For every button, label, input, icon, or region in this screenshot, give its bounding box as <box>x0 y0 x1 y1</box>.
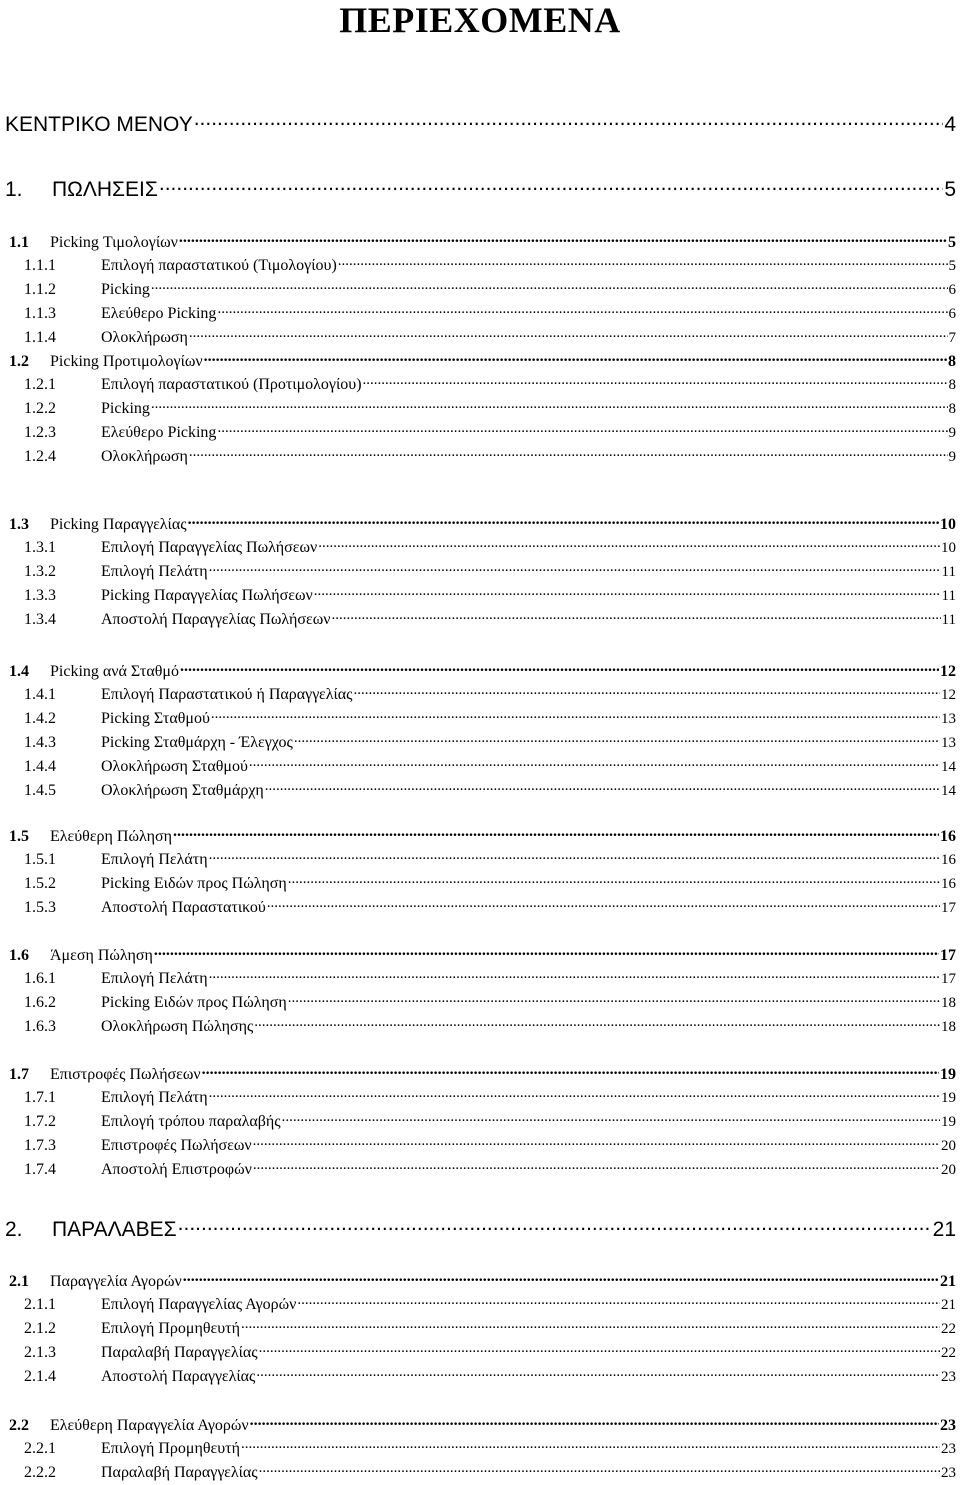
toc-entry[interactable] <box>0 1215 960 1242</box>
dot-leader <box>179 231 947 247</box>
toc-entry-number: 1.4.5 <box>24 782 56 799</box>
toc-entry-page-number: 17 <box>941 900 956 916</box>
dot-leader <box>173 825 939 841</box>
toc-entry-number: 2.2.2 <box>24 1464 56 1481</box>
toc-entry-label: Επιλογή Προμηθευτή <box>101 1440 240 1457</box>
toc-entry-label: Επιλογή Παραγγελίας Πωλήσεων <box>101 539 318 556</box>
dot-leader <box>288 873 940 888</box>
toc-entry-number: 2.2.1 <box>24 1440 56 1457</box>
dot-leader <box>151 398 948 413</box>
toc-entry[interactable] <box>0 708 960 728</box>
toc-entry-number: 1.1.1 <box>24 257 56 274</box>
toc-entry[interactable] <box>0 1087 960 1107</box>
dot-leader <box>249 756 940 771</box>
toc-entry[interactable] <box>0 1294 960 1314</box>
toc-entry-page-number: 8 <box>948 401 956 417</box>
toc-entry[interactable] <box>0 1135 960 1155</box>
toc-entry[interactable] <box>0 585 960 605</box>
toc-entry-label: ΚΕΝΤΡΙΚΟ ΜΕΝΟΥ <box>5 113 193 136</box>
toc-entry-label: Picking Σταθμάρχη - Έλεγχος <box>101 734 293 751</box>
toc-entry-page-number: 11 <box>941 564 956 580</box>
toc-entry-label: Αποστολή Παραστατικού <box>101 899 266 916</box>
toc-entry[interactable] <box>0 756 960 776</box>
toc-entry-label: Picking <box>101 400 150 417</box>
toc-entry-page-number: 5 <box>948 234 956 251</box>
toc-entry-number: 2.1.2 <box>24 1320 56 1337</box>
toc-entry[interactable] <box>0 873 960 893</box>
toc-entry[interactable] <box>0 422 960 442</box>
toc-entry-number: 1.6.3 <box>24 1018 56 1035</box>
toc-entry-number: 1.3 <box>9 516 29 533</box>
toc-entry[interactable] <box>0 255 960 275</box>
toc-entry[interactable] <box>0 513 960 534</box>
toc-entry-number: 1.6.2 <box>24 994 56 1011</box>
dot-leader <box>241 1318 940 1333</box>
toc-entry-page-number: 5 <box>948 258 956 274</box>
dot-leader <box>183 1270 939 1286</box>
toc-entry-number: 1.7.3 <box>24 1137 56 1154</box>
toc-entry[interactable] <box>0 968 960 988</box>
dot-leader <box>253 1159 940 1174</box>
toc-entry-page-number: 14 <box>941 759 956 775</box>
dot-leader <box>363 374 948 389</box>
toc-entry-page-number: 18 <box>941 1019 956 1035</box>
toc-entry-label: Picking Παραγγελίας Πωλήσεων <box>101 587 313 604</box>
toc-entry[interactable] <box>0 561 960 581</box>
toc-entry-page-number: 10 <box>941 540 956 556</box>
toc-entry[interactable] <box>0 992 960 1012</box>
toc-entry-page-number: 16 <box>941 852 956 868</box>
toc-entry-label: Επιλογή παραστατικού (Τιμολογίου) <box>101 257 337 274</box>
toc-entry-page-number: 12 <box>940 663 956 680</box>
toc-entry-page-number: 23 <box>941 1369 956 1385</box>
toc-entry-label: Ολοκλήρωση <box>101 448 188 465</box>
toc-entry-page-number: 19 <box>941 1114 956 1130</box>
toc-entry-label: Picking Ειδών προς Πώληση <box>101 875 287 892</box>
toc-entry-label: Ελεύθερη Πώληση <box>50 828 172 845</box>
dot-leader <box>189 327 948 342</box>
dot-leader <box>154 944 939 960</box>
dot-leader <box>217 422 947 437</box>
toc-entry-page-number: 20 <box>941 1138 956 1154</box>
toc-entry-label: Picking Προτιμολογίων <box>50 353 203 370</box>
toc-entry-number: 1.1.3 <box>24 305 56 322</box>
toc-entry-page-number: 6 <box>948 282 956 298</box>
toc-entry-page-number: 10 <box>940 516 956 533</box>
toc-entry-label: Ελεύθερη Παραγγελία Αγορών <box>50 1417 249 1434</box>
toc-entry-page-number: 6 <box>948 306 956 322</box>
toc-entry-number: 1.5 <box>9 828 29 845</box>
toc-entry-label: Ολοκλήρωση <box>101 329 188 346</box>
toc-entry-number: 2.1.1 <box>24 1296 56 1313</box>
dot-leader <box>294 732 940 747</box>
toc-entry-number: 1.3.3 <box>24 587 56 604</box>
toc-entry-number: 1.7.1 <box>24 1089 56 1106</box>
dot-leader <box>188 513 939 529</box>
toc-entry-page-number: 20 <box>941 1162 956 1178</box>
toc-entry-label: Αποστολή Επιστροφών <box>101 1161 252 1178</box>
toc-entry-page-number: 21 <box>941 1297 956 1313</box>
toc-entry-page-number: 12 <box>941 687 956 703</box>
dot-leader <box>297 1294 940 1309</box>
toc-entry-page-number: 23 <box>941 1465 956 1481</box>
toc-entry-page-number: 19 <box>941 1090 956 1106</box>
toc-entry-page-number: 23 <box>940 1417 956 1434</box>
toc-entry-page-number: 16 <box>940 828 956 845</box>
page-title: ΠΕΡΙΕΧΟΜΕΝΑ <box>339 0 621 40</box>
toc-entry-number: 1.4.1 <box>24 686 56 703</box>
toc-entry-page-number: 17 <box>941 971 956 987</box>
toc-entry[interactable] <box>0 1414 960 1435</box>
toc-entry[interactable] <box>0 279 960 299</box>
toc-entry-number: 1.4.2 <box>24 710 56 727</box>
toc-entry[interactable] <box>0 609 960 629</box>
toc-entry-number: 1.1 <box>9 234 29 251</box>
toc-entry-number: 1.3.4 <box>24 611 56 628</box>
toc-entry-page-number: 11 <box>941 612 956 628</box>
dot-leader <box>256 1366 940 1381</box>
toc-entry[interactable] <box>0 374 960 394</box>
toc-entry-label: Επιλογή Πελάτη <box>101 563 208 580</box>
dot-leader <box>288 992 940 1007</box>
toc-entry-label: ΠΑΡΑΛΑΒΕΣ <box>52 1218 177 1241</box>
dot-leader <box>253 1135 940 1150</box>
toc-entry-label: Επιλογή Πελάτη <box>101 851 208 868</box>
toc-entry-number: 1.2.1 <box>24 376 56 393</box>
toc-entry-label: Επιλογή Παραστατικού ή Παραγγελίας <box>101 686 353 703</box>
toc-entry-page-number: 13 <box>941 711 956 727</box>
toc-entry-page-number: 21 <box>932 1218 956 1241</box>
toc-entry[interactable] <box>0 849 960 869</box>
dot-leader <box>314 585 941 600</box>
toc-entry-page-number: 13 <box>941 735 956 751</box>
toc-entry-label: Επιστροφές Πωλήσεων <box>101 1137 252 1154</box>
dot-leader <box>332 609 941 624</box>
dot-leader <box>241 1438 940 1453</box>
dot-leader <box>151 279 948 294</box>
toc-entry[interactable] <box>0 175 960 202</box>
toc-entry-page-number: 21 <box>940 1273 956 1290</box>
toc-entry-number: 1.2.3 <box>24 424 56 441</box>
dot-leader <box>250 1414 939 1430</box>
toc-entry[interactable] <box>0 1318 960 1338</box>
toc-entry[interactable] <box>0 327 960 347</box>
dot-leader <box>194 110 944 131</box>
dot-leader <box>202 1063 939 1079</box>
toc-entry-label: Ολοκλήρωση Πώλησης <box>101 1018 254 1035</box>
toc-entry[interactable] <box>0 944 960 965</box>
toc-entry-label: Ολοκλήρωση Σταθμού <box>101 758 248 775</box>
toc-entry-number: 1.3.1 <box>24 539 56 556</box>
dot-leader <box>180 660 939 676</box>
toc-entry[interactable] <box>0 1111 960 1131</box>
toc-entry-label: Επιστροφές Πωλήσεων <box>50 1066 201 1083</box>
toc-entry-number: 2.2 <box>9 1417 29 1434</box>
toc-entry[interactable] <box>0 780 960 800</box>
toc-entry-number: 1.5.1 <box>24 851 56 868</box>
toc-entry-number: 1.7.2 <box>24 1113 56 1130</box>
toc-entry-label: Επιλογή Πελάτη <box>101 970 208 987</box>
dot-leader <box>209 849 940 864</box>
toc-entry-number: 1.6.1 <box>24 970 56 987</box>
dot-leader <box>354 684 941 699</box>
toc-entry-label: Picking Τιμολογίων <box>50 234 178 251</box>
dot-leader <box>254 1016 940 1031</box>
toc-entry-label: Ελεύθερο Picking <box>101 424 217 441</box>
dot-leader <box>209 561 941 576</box>
dot-leader <box>189 446 948 461</box>
dot-leader <box>259 1462 940 1477</box>
toc-entry-number: 1.7 <box>9 1066 29 1083</box>
toc-entry[interactable] <box>0 1438 960 1458</box>
dot-leader <box>178 1215 932 1236</box>
toc-entry-label: Παραλαβή Παραγγελίας <box>101 1464 258 1481</box>
toc-entry-label: ΠΩΛΗΣΕΙΣ <box>52 178 158 201</box>
toc-entry-page-number: 16 <box>941 876 956 892</box>
toc-entry-page-number: 23 <box>941 1441 956 1457</box>
dot-leader <box>265 780 940 795</box>
toc-entry-number: 1.2.4 <box>24 448 56 465</box>
toc-entry-label: Παραγγελία Αγορών <box>50 1273 182 1290</box>
dot-leader <box>282 1111 940 1126</box>
toc-entry-label: Επιλογή τρόπου παραλαβής <box>101 1113 281 1130</box>
toc-entry-number: 2.1 <box>9 1273 29 1290</box>
toc-entry-label: Επιλογή Προμηθευτή <box>101 1320 240 1337</box>
toc-entry-label: Επιλογή Πελάτη <box>101 1089 208 1106</box>
toc-entry-label: Picking ανά Σταθμό <box>50 663 179 680</box>
toc-entry[interactable] <box>0 1063 960 1084</box>
toc-entry-number: 1.7.4 <box>24 1161 56 1178</box>
toc-entry[interactable] <box>0 1270 960 1291</box>
dot-leader <box>159 175 943 196</box>
toc-entry-number: 1.5.2 <box>24 875 56 892</box>
dot-leader <box>211 708 940 723</box>
toc-entry-label: Picking Ειδών προς Πώληση <box>101 994 287 1011</box>
toc-entry-label: Picking <box>101 281 150 298</box>
toc-entry-page-number: 5 <box>944 178 956 201</box>
dot-leader <box>204 350 947 366</box>
toc-entry-page-number: 14 <box>941 783 956 799</box>
toc-entry-number: 1.6 <box>9 947 29 964</box>
toc-entry-number: 1.4.4 <box>24 758 56 775</box>
toc-entry[interactable] <box>0 398 960 418</box>
toc-entry[interactable] <box>0 897 960 917</box>
toc-entry-number: 2.1.4 <box>24 1368 56 1385</box>
toc-entry-number: 1.1.2 <box>24 281 56 298</box>
dot-leader <box>217 303 947 318</box>
toc-entry[interactable] <box>0 825 960 846</box>
toc-entry[interactable] <box>0 1366 960 1386</box>
toc-entry[interactable] <box>0 303 960 323</box>
toc-entry-label: Ελεύθερο Picking <box>101 305 217 322</box>
toc-entry-number: 1.5.3 <box>24 899 56 916</box>
toc-entry-label: Αποστολή Παραγγελίας <box>101 1368 256 1385</box>
toc-entry[interactable] <box>0 684 960 704</box>
toc-entry-label: Άμεση Πώληση <box>50 947 153 964</box>
toc-entry-page-number: 22 <box>941 1321 956 1337</box>
toc-entry-label: Επιλογή Παραγγελίας Αγορών <box>101 1296 297 1313</box>
toc-entry-number: 1.4.3 <box>24 734 56 751</box>
toc-entry-page-number: 11 <box>941 588 956 604</box>
toc-entry-number: 1.2 <box>9 353 29 370</box>
toc-entry-page-number: 8 <box>948 377 956 393</box>
toc-entry-label: Επιλογή παραστατικού (Προτιμολογίου) <box>101 376 362 393</box>
toc-entry-page-number: 9 <box>948 425 956 441</box>
dot-leader <box>338 255 948 270</box>
toc-entry-page-number: 19 <box>940 1066 956 1083</box>
toc-entry[interactable] <box>0 660 960 681</box>
toc-entry-page-number: 7 <box>948 330 956 346</box>
toc-entry[interactable] <box>0 732 960 752</box>
toc-entry-number: 1.4 <box>9 663 29 680</box>
toc-entry-number: 2.1.3 <box>24 1344 56 1361</box>
toc-entry-label: Picking Σταθμού <box>101 710 210 727</box>
toc-entry[interactable] <box>0 231 960 252</box>
toc-entry-label: Παραλαβή Παραγγελίας <box>101 1344 258 1361</box>
toc-entry[interactable] <box>0 537 960 557</box>
toc-entry-page-number: 17 <box>940 947 956 964</box>
toc-entry[interactable] <box>0 1342 960 1362</box>
toc-entry[interactable] <box>0 1016 960 1036</box>
toc-entry-number: 1.1.4 <box>24 329 56 346</box>
toc-entry[interactable] <box>0 350 960 371</box>
toc-entry-number: 1. <box>5 178 23 201</box>
dot-leader <box>259 1342 940 1357</box>
toc-entry[interactable] <box>0 1462 960 1482</box>
dot-leader <box>267 897 940 912</box>
toc-entry-label: Picking Παραγγελίας <box>50 516 187 533</box>
toc-entry[interactable] <box>0 1159 960 1179</box>
toc-entry-number: 2. <box>5 1218 23 1241</box>
toc-entry-page-number: 22 <box>941 1345 956 1361</box>
toc-entry[interactable] <box>0 110 960 137</box>
toc-entry-page-number: 4 <box>944 113 956 136</box>
toc-entry-number: 1.3.2 <box>24 563 56 580</box>
toc-entry-page-number: 18 <box>941 995 956 1011</box>
toc-entry[interactable] <box>0 446 960 466</box>
toc-entry-label: Αποστολή Παραγγελίας Πωλήσεων <box>101 611 331 628</box>
toc-entry-page-number: 9 <box>948 449 956 465</box>
toc-entry-number: 1.2.2 <box>24 400 56 417</box>
dot-leader <box>209 1087 940 1102</box>
toc-entry-page-number: 8 <box>948 353 956 370</box>
toc-entry-label: Ολοκλήρωση Σταθμάρχη <box>101 782 264 799</box>
dot-leader <box>209 968 940 983</box>
dot-leader <box>318 537 940 552</box>
